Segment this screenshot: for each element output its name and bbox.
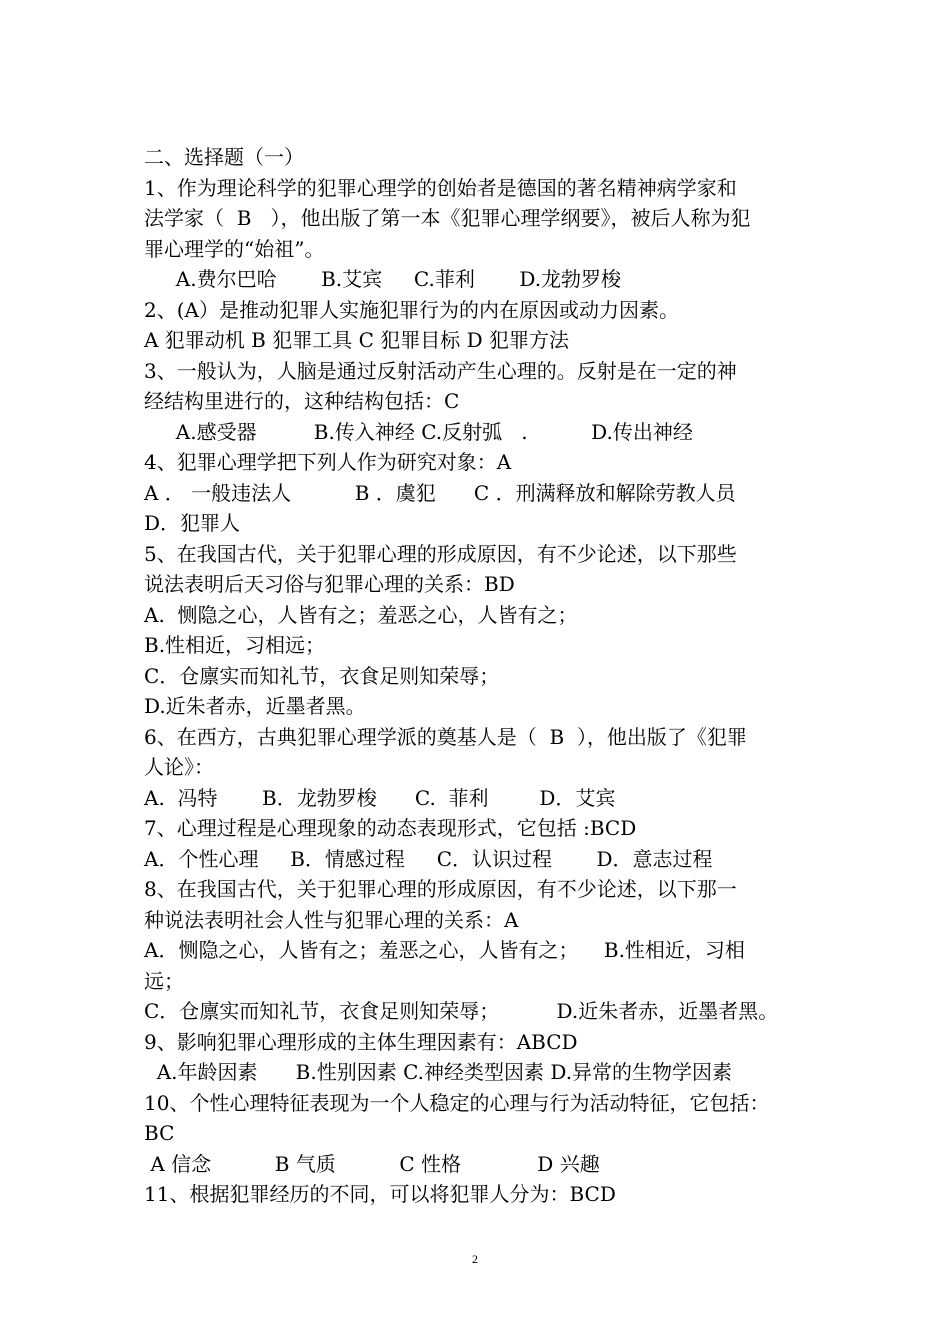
- question-2-line-1: 2、(A）是推动犯罪人实施犯罪行为的内在原因或动力因素。: [144, 297, 679, 322]
- question-1-line-1: 1、作为理论科学的犯罪心理学的创始者是德国的著名精神病学家和: [144, 175, 737, 200]
- question-10-line-2: BC: [144, 1121, 175, 1145]
- question-8-line-1: 8、在我国古代，关于犯罪心理的形成原因，有不少论述，以下那一: [144, 877, 737, 901]
- question-8-options-1: A．恻隐之心，人皆有之；羞恶之心，人皆有之； B.性相近，习相: [144, 938, 745, 962]
- question-5-option-d: D.近朱者赤，近墨者黑。: [144, 694, 366, 718]
- question-5-option-b: B.性相近，习相远；: [144, 633, 326, 657]
- question-5-line-1: 5、在我国古代，关于犯罪心理的形成原因，有不少论述，以下那些: [144, 541, 737, 566]
- question-8-options-2: 远；: [144, 968, 184, 993]
- question-3-line-2: 经结构里进行的，这种结构包括：C: [144, 389, 460, 413]
- question-1-line-3: 罪心理学的“始祖”。: [144, 236, 325, 261]
- section-heading: 二、选择题（一）: [144, 145, 304, 169]
- question-2-options: A 犯罪动机 B 犯罪工具 C 犯罪目标 D 犯罪方法: [144, 328, 569, 352]
- question-7-options: A．个性心理 B．情感过程 C．认识过程 D．意志过程: [144, 846, 713, 871]
- question-6-line-1: 6、在西方，古典犯罪心理学派的奠基人是（ B ），他出版了《犯罪: [144, 724, 747, 749]
- question-6-line-2: 人论》：: [144, 755, 214, 779]
- question-6-options: A. 冯特 B．龙勃罗梭 C. 菲利 D．艾宾: [144, 785, 616, 810]
- question-5-option-a: A. 恻隐之心，人皆有之；羞恶之心，人皆有之；: [144, 602, 578, 627]
- question-11-line-1: 11、根据犯罪经历的不同，可以将犯罪人分为：BCD: [144, 1182, 616, 1206]
- question-4-options-2: D．犯罪人: [144, 511, 241, 535]
- question-8-line-2: 种说法表明社会人性与犯罪心理的关系：A: [144, 907, 519, 932]
- question-1-line-2: 法学家（ B ），他出版了第一本《犯罪心理学纲要》，被后人称为犯: [144, 206, 751, 230]
- question-5-line-2: 说法表明后天习俗与犯罪心理的关系：BD: [144, 572, 515, 596]
- page-number: 2: [472, 1252, 478, 1266]
- question-10-options: A 信念 B 气质 C 性格 D 兴趣: [144, 1151, 600, 1176]
- question-4-options-1: A ． 一般违法人 B ．虞犯 C ．刑满释放和解除劳教人员: [144, 480, 736, 505]
- question-list: [144, 142, 812, 1210]
- question-5-option-c: C．仓廪实而知礼节，衣食足则知荣辱；: [144, 663, 500, 688]
- question-8-options-3: C．仓廪实而知礼节，衣食足则知荣辱； D.近朱者赤，近墨者黑。: [144, 999, 779, 1023]
- question-9-line-1: 9、影响犯罪心理形成的主体生理因素有：ABCD: [144, 1029, 578, 1054]
- question-4-line-1: 4、犯罪心理学把下列人作为研究对象：A: [144, 450, 512, 474]
- question-10-line-1: 10、个性心理特征表现为一个人稳定的心理与行为活动特征，它包括：: [144, 1090, 770, 1115]
- question-7-line-1: 7、心理过程是心理现象的动态表现形式，它包括 :BCD: [144, 816, 637, 840]
- question-3-line-1: 3、一般认为，人脑是通过反射活动产生心理的。反射是在一定的神: [144, 358, 737, 383]
- question-9-options: A.年龄因素 B.性别因素 C.神经类型因素 D.异常的生物学因素: [144, 1060, 733, 1084]
- question-3-options: A.感受器 B.传入神经 C.反射弧 . D.传出神经: [144, 419, 693, 444]
- question-1-options: A.费尔巴哈 B.艾宾 C.菲利 D.龙勃罗梭: [144, 267, 622, 291]
